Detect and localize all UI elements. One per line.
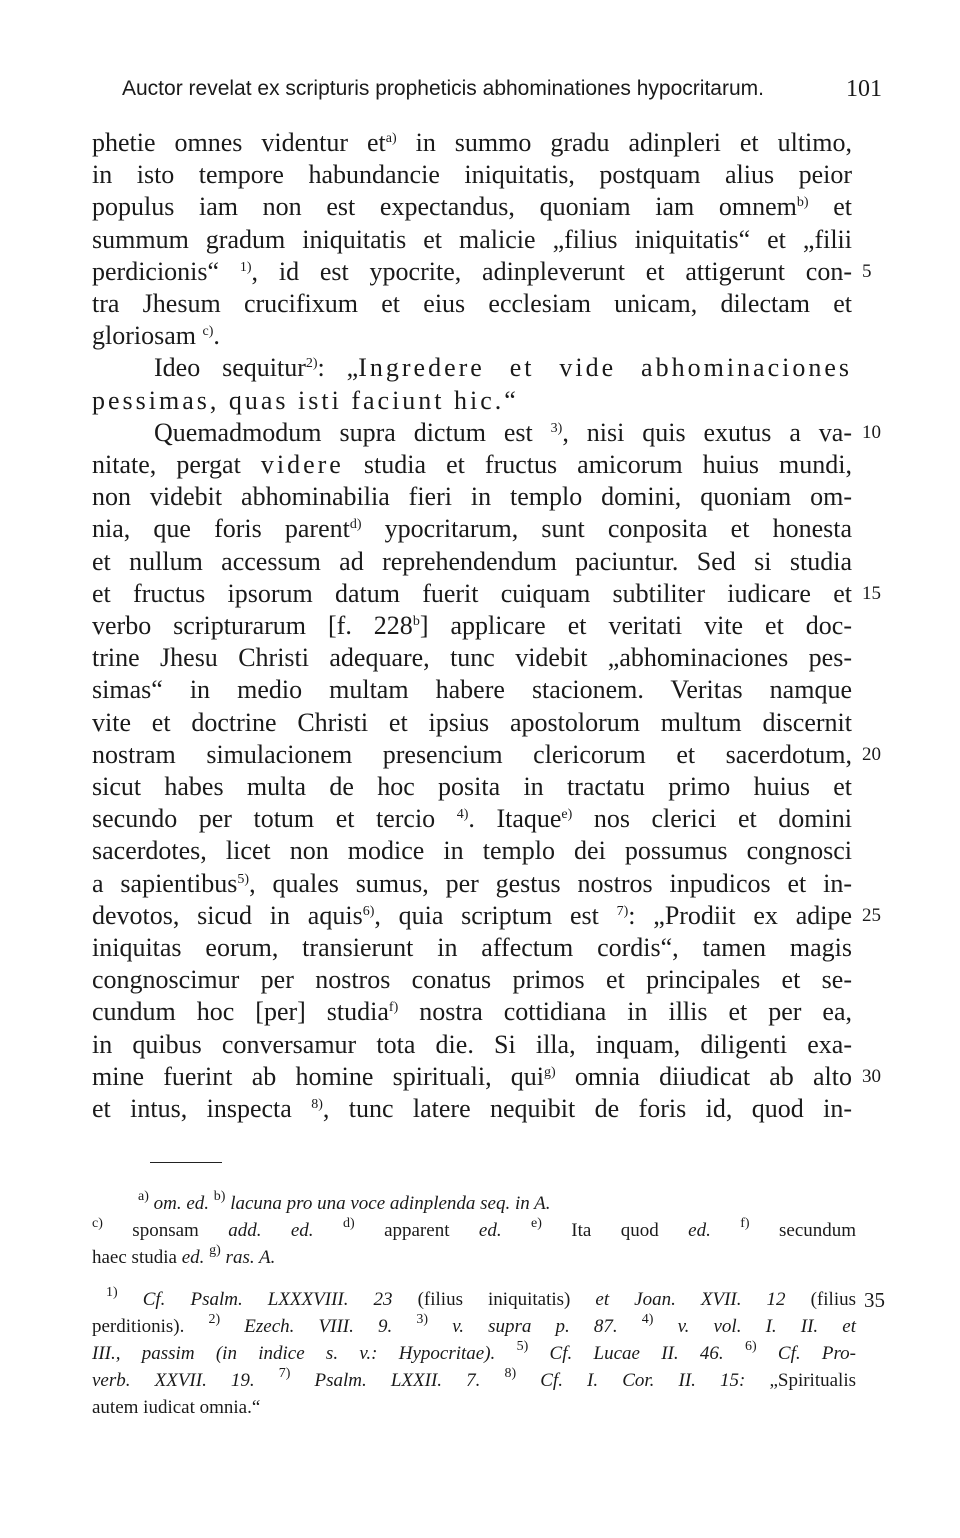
italic-text: ed.	[181, 1247, 205, 1268]
spaced-emphasis: pessimas, quas isti faciunt hic.	[92, 385, 505, 415]
text-line	[92, 707, 852, 739]
line-number: 5	[862, 260, 872, 282]
text-run: vite et doctrine Christi et ipsius apostolorum multum discernit	[92, 707, 852, 737]
footnote-line	[92, 1243, 856, 1270]
footnote-marker: 6)	[362, 903, 375, 919]
text-line	[154, 417, 852, 449]
text-line	[92, 1029, 852, 1061]
text-line	[92, 900, 852, 932]
footnote-marker: f)	[388, 1000, 399, 1016]
footnote-marker: 8)	[504, 1366, 517, 1381]
footnote-marker: f)	[740, 1216, 750, 1231]
text-run: populus iam non est expectandus, quoniam iam omnem	[92, 192, 797, 222]
text-line	[92, 449, 852, 481]
italic-text: Cf. Psalm. LXXXVIII. 23	[142, 1289, 393, 1310]
footnote-marker: b)	[213, 1189, 226, 1204]
footnote-marker: c)	[202, 324, 214, 340]
text-line	[92, 1093, 852, 1125]
footnote-line	[92, 1312, 857, 1339]
text-run: nos clerici et domini	[572, 804, 852, 834]
text-run: , id est ypocrite, adinpleverunt et attigerunt con-	[251, 256, 852, 286]
text-line	[92, 739, 852, 771]
italic-text: et Joan. XVII. 12	[595, 1289, 786, 1310]
text-line	[92, 224, 852, 256]
text-run: nitate, pergat	[92, 450, 261, 479]
italic-text: v. supra p. 87.	[428, 1316, 618, 1337]
footnote-marker: 4)	[456, 807, 469, 823]
footnote-line	[138, 1189, 856, 1216]
footnote-marker: 2)	[305, 356, 318, 372]
text-run: , tunc latere nequibit de foris id, quod in-	[322, 1094, 852, 1123]
text-run: sicut habes multa de hoc posita in tractatu primo huius et	[92, 772, 852, 801]
footnote-marker: 4)	[641, 1312, 654, 1327]
text-run	[724, 1343, 745, 1364]
text-run: apparent	[354, 1220, 479, 1241]
text-line	[92, 191, 852, 223]
footnote-marker: b)	[796, 195, 809, 211]
italic-text: Cf. Pro-	[756, 1343, 856, 1364]
footnote-marker: g)	[544, 1064, 556, 1080]
text-run: Quemadmodum supra dictum est	[154, 417, 551, 447]
italic-text: ras. A.	[220, 1247, 276, 1268]
text-run	[502, 1220, 531, 1241]
line-number: 25	[862, 904, 881, 926]
footnote-marker: 1)	[106, 1285, 118, 1300]
line-number: 35	[864, 1288, 885, 1312]
footnote-marker: 7)	[278, 1366, 291, 1381]
text-run	[495, 1343, 516, 1364]
text-run: non videbit abhominabilia fieri in templo domini, quoniam om-	[92, 482, 852, 512]
text-run: .	[213, 321, 220, 351]
text-run: verbo scripturarum [f. 228	[92, 611, 413, 640]
italic-text: verb. XXVII. 19.	[92, 1370, 255, 1391]
footnote-marker: 6)	[744, 1339, 757, 1354]
footnote-marker: 7)	[616, 903, 629, 919]
footnote-marker: e)	[531, 1216, 542, 1231]
text-run: devotos, sicud in aquis	[92, 900, 363, 930]
italic-text: Cf. Lucae II. 46.	[528, 1343, 724, 1364]
text-run: nia, que foris parent	[92, 514, 350, 544]
text-line	[92, 481, 852, 513]
running-title: Auctor revelat ex scripturis propheticis abhominationes hypocritarum.	[122, 77, 764, 100]
text-run: haec studia	[92, 1247, 182, 1268]
text-run: gloriosam	[92, 321, 203, 351]
text-run: , quia scriptum est	[374, 900, 617, 930]
text-line	[92, 674, 852, 706]
text-line	[92, 546, 852, 578]
text-run: , nisi quis exutus a va-	[562, 417, 852, 447]
text-run: secundo per totum et tercio	[92, 804, 457, 834]
text-run: secundum	[749, 1220, 857, 1241]
text-run: et intus, inspecta	[92, 1094, 312, 1123]
footnote-line	[92, 1396, 856, 1420]
text-run: simas“ in medio multam habere stacionem. Veritas namque	[92, 675, 852, 705]
text-run: : „Prodiit ex adipe	[628, 900, 852, 930]
italic-text: Psalm. LXXII. 7.	[290, 1370, 481, 1391]
text-line	[92, 932, 852, 964]
footnote-marker: 5)	[237, 871, 250, 887]
text-run: a sapientibus	[92, 868, 238, 898]
text-line	[92, 578, 852, 610]
italic-text: add. ed.	[228, 1220, 314, 1241]
italic-text: Cf. I. Cor. II. 15:	[516, 1370, 746, 1391]
text-line	[92, 127, 852, 159]
text-run: tra Jhesum crucifixum et eius ecclesiam unicam, dilectam et	[92, 289, 852, 318]
footnote-marker: d)	[342, 1216, 355, 1231]
italic-text: III., passim (in indice s. v.: Hypocritae).	[92, 1343, 496, 1364]
text-run	[118, 1289, 143, 1310]
footnote-marker: c)	[92, 1216, 103, 1231]
text-run: mine fuerint ab homine spirituali, qui	[92, 1061, 545, 1091]
text-run: perdicionis“	[92, 256, 240, 286]
line-number: 20	[862, 743, 881, 765]
text-run	[255, 1370, 279, 1391]
text-line	[92, 385, 852, 417]
text-line	[92, 610, 852, 642]
footnote-line	[92, 1366, 856, 1393]
text-run: congnoscimur per nostros conatus primos et principales et se-	[92, 965, 852, 995]
text-line	[92, 771, 852, 803]
text-line	[92, 996, 852, 1028]
page-number: 101	[846, 76, 882, 102]
text-run: in quibus conversamur tota die. Si illa, inquam, diligenti exa-	[92, 1029, 852, 1059]
text-line	[92, 288, 852, 320]
text-run	[711, 1220, 740, 1241]
text-line	[154, 352, 852, 384]
text-line	[92, 513, 852, 545]
text-run: ypocritarum, sunt conposita et honesta	[361, 514, 852, 544]
spaced-emphasis: Ingredere et vide abhominaciones	[358, 353, 852, 383]
italic-text: v. vol. I. II. et	[653, 1316, 857, 1337]
italic-text: lacuna pro una voce adinplenda seq. in A.	[225, 1193, 551, 1214]
text-line	[92, 803, 852, 835]
text-run: “	[504, 385, 516, 415]
text-line	[92, 835, 852, 867]
footnote-marker: 3)	[550, 420, 563, 436]
italic-text: om. ed.	[148, 1193, 210, 1214]
spaced-emphasis: videre	[260, 450, 344, 479]
text-run: phetie omnes videntur et	[92, 128, 386, 157]
text-run: in isto tempore habundancie iniquitatis, postquam alius peior	[92, 160, 852, 190]
footnote-marker: g)	[209, 1243, 221, 1258]
text-run: nostra cottidiana in illis et per ea,	[398, 997, 852, 1027]
line-number: 15	[862, 582, 881, 604]
text-run: , quales sumus, per gestus nostros inpudicos et in-	[249, 868, 852, 898]
text-run: : „	[317, 353, 359, 383]
text-run: trine Jhesu Christi adequare, tunc videbit „abhominaciones pes-	[92, 643, 852, 673]
text-run: in summo gradu adinpleri et ultimo,	[396, 128, 852, 157]
line-number: 30	[862, 1065, 881, 1087]
text-run: (filius	[785, 1289, 856, 1310]
text-run: nostram simulacionem presencium clericorum et sacerdotum,	[92, 739, 852, 769]
text-run: et nullum accessum ad reprehendendum paciuntur. Sed si studia	[92, 546, 852, 576]
text-line	[92, 320, 852, 352]
text-run	[480, 1370, 504, 1391]
footnote-line	[92, 1216, 857, 1243]
text-run	[314, 1220, 343, 1241]
footnote-line	[92, 1339, 856, 1366]
line-number: 10	[862, 421, 881, 443]
footnote-line	[106, 1285, 856, 1312]
text-run: sacerdotes, licet non modice in templo dei possumus congnosci	[92, 836, 852, 866]
text-line	[92, 964, 852, 996]
text-line	[92, 159, 852, 191]
text-run: iniquitas eorum, transierunt in affectum cordis“, tamen magis	[92, 933, 852, 962]
text-run: et fructus ipsorum datum fuerit cuiquam subtiliter iudicare et	[92, 578, 852, 608]
text-run: cundum hoc [per] studia	[92, 997, 389, 1027]
text-run: omnia diiudicat ab alto	[555, 1061, 852, 1091]
text-run: et	[808, 192, 852, 222]
footnote-marker: 1)	[239, 259, 252, 275]
text-run: . Itaque	[468, 804, 562, 834]
text-run: ] applicare et veritati vite et doc-	[419, 611, 852, 640]
footnote-marker: 3)	[416, 1312, 429, 1327]
italic-text: ed.	[688, 1220, 711, 1241]
text-run: „Spiritualis	[745, 1370, 856, 1391]
text-run: perditionis).	[92, 1316, 209, 1337]
footnote-marker: a)	[138, 1189, 149, 1204]
italic-text: ed.	[478, 1220, 502, 1241]
text-line	[92, 256, 852, 288]
footnote-marker: d)	[349, 517, 362, 533]
text-run	[392, 1316, 416, 1337]
italic-text: Ezech. VIII. 9.	[220, 1316, 393, 1337]
text-line	[92, 868, 852, 900]
text-line	[92, 1061, 852, 1093]
footnote-marker: b	[412, 614, 420, 629]
text-run: summum gradum iniquitatis et malicie „filius iniquitatis“ et „filii	[92, 224, 852, 254]
running-header	[122, 74, 882, 104]
text-run: Ita quod	[541, 1220, 689, 1241]
text-run: Ideo sequitur	[154, 353, 306, 383]
footnote-marker: a)	[385, 131, 397, 146]
footnote-marker: e)	[561, 807, 573, 823]
footnote-marker: 5)	[516, 1339, 529, 1354]
text-run	[618, 1316, 642, 1337]
footnote-separator	[150, 1162, 222, 1163]
text-run: studia et fructus amicorum huius mundi,	[343, 450, 852, 479]
text-line	[92, 642, 852, 674]
text-run: sponsam	[102, 1220, 229, 1241]
text-run: autem iudicat omnia.“	[92, 1397, 261, 1418]
text-run: (filius iniquitatis)	[392, 1289, 596, 1310]
footnote-marker: 2)	[208, 1312, 221, 1327]
footnote-marker: 8)	[311, 1097, 323, 1112]
